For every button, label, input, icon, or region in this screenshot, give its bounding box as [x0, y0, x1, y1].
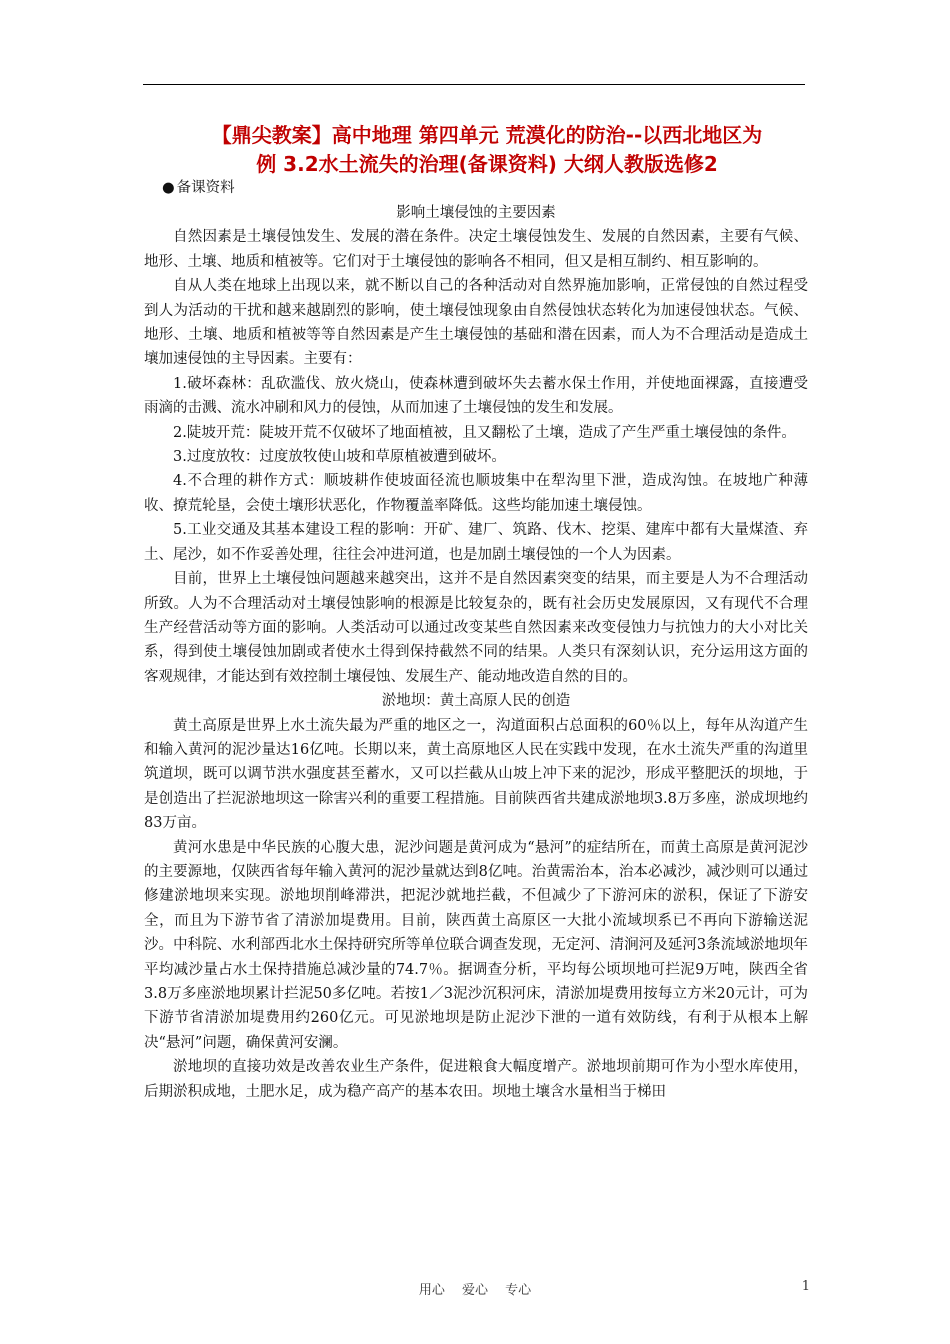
section-bullet: [162, 177, 235, 199]
section-heading-erosion-factors: 影响土壤侵蚀的主要因素: [396, 205, 556, 221]
paragraph: 黄河水患是中华民族的心腹大患，泥沙问题是黄河成为“悬河”的症结所在，而黄土高原是黄河泥沙的主要源地，仅陕西省每年输入黄河的泥沙量就达到8亿吨。治黄需治本，治本必减沙，减沙则可以通过修建淤地坝来实现。淤地坝削峰滞洪，把泥沙就地拦截，不但减少了下游河床的淤积，保证了下游安全，而且为下游节省了清淤加堤费用。目前，陕西黄土高原区一大批小流域坝系已不再向下游输送泥沙。中科院、水利部西北水土保持研究所等单位联合调查发现，无定河、清涧河及延河3条流域淤地坝年平均减沙量占水土保持措施总减沙量的74.7％。据调查分析，平均每公顷坝地可拦泥9万吨，陕西全省3.8万多座淤地坝累计拦泥50多亿吨。若按1／3泥沙沉积河床，清淤加堤费用按每立方米20元计，可为下游节省清淤加堤费用约260亿元。可见淤地坝是防止泥沙下泄的一道有效防线，有利于从根本上解决“悬河”问题，确保黄河安澜。: [144, 839, 808, 1051]
paragraph: 自然因素是土壤侵蚀发生、发展的潜在条件。决定土壤侵蚀发生、发展的自然因素，主要有气候、地形、土壤、地质和植被等。它们对于土壤侵蚀的影响各不相同，但又是相互制约、相互影响的。: [144, 229, 808, 270]
title-line-1: 【鼎尖教案】高中地理 第四单元 荒漠化的防治--以西北地区为: [211, 123, 763, 147]
bullet-dot-icon: ●: [162, 180, 175, 196]
paragraph: 目前，世界上土壤侵蚀问题越来越突出，这并不是自然因素突变的结果，而主要是人为不合理活动所致。人为不合理活动对土壤侵蚀影响的根源是比较复杂的，既有社会历史发展原因，又有现代不合理生产经营活动等方面的影响。人类活动可以通过改变某些自然因素来改变侵蚀力与抗蚀力的大小对比关系，得到使土壤侵蚀加剧或者使水土得到保持截然不同的结果。人类只有深刻认识，充分运用这方面的客观规律，才能达到有效控制土壤侵蚀、发展生产、能动地改造自然的目的。: [144, 571, 808, 685]
list-item-paragraph: 4.不合理的耕作方式：顺坡耕作使坡面径流也顺坡集中在犁沟里下泄，造成沟蚀。在坡地广种薄收、撩荒轮垦，会使土壤形状恶化，作物覆盖率降低。这些均能加速土壤侵蚀。: [144, 473, 808, 514]
bullet-label: 备课资料: [176, 180, 235, 196]
paragraph: 黄土高原是世界上水土流失最为严重的地区之一，沟道面积占总面积的60％以上，每年从沟道产生和输入黄河的泥沙量达16亿吨。长期以来，黄土高原地区人民在实践中发现，在水土流失严重的沟道里筑道坝，既可以调节洪水强度甚至蓄水，又可以拦截从山坡上冲下来的泥沙，形成平整肥沃的坝地，于是创造出了拦泥淤地坝这一除害兴利的重要工程措施。目前陕西省共建成淤地坝3.8万多座，淤成坝地约83万亩。: [144, 717, 808, 832]
list-item-paragraph: 3.过度放牧：过度放牧使山坡和草原植被遭到破坏。: [173, 449, 506, 466]
list-item-paragraph: 2.陡坡开荒：陡坡开荒不仅破坏了地面植被，且又翻松了土壤，造成了产生严重土壤侵蚀的条件。: [173, 424, 796, 441]
footer-motto: 用心 爱心 专心: [418, 1283, 532, 1298]
paragraph: 淤地坝的直接功效是改善农业生产条件，促进粮食大幅度增产。淤地坝前期可作为小型水库使用，后期淤积成地，土肥水足，成为稳产高产的基本农田。坝地土壤含水量相当于梯田: [144, 1059, 808, 1100]
list-item-paragraph: 1.破坏森林：乱砍滥伐、放火烧山，使森林遭到破坏失去蓄水保土作用，并使地面裸露，直接遭受雨滴的击溅、流水冲刷和风力的侵蚀，从而加速了土壤侵蚀的发生和发展。: [144, 375, 808, 417]
paragraph: 自从人类在地球上出现以来，就不断以自己的各种活动对自然界施加影响，正常侵蚀的自然过程受到人为活动的干扰和越来越剧烈的影响，使土壤侵蚀现象由自然侵蚀状态转化为加速侵蚀状态。气候、地形、土壤、地质和植被等等自然因素是产生土壤侵蚀的基础和潜在因素，而人为不合理活动是造成土壤加速侵蚀的主导因素。主要有：: [144, 278, 808, 368]
header-rule: [143, 84, 805, 85]
page-number: 1: [801, 1279, 810, 1294]
section-heading-check-dams: 淤地坝：黄土高原人民的创造: [381, 693, 571, 710]
list-item-paragraph: 5.工业交通及其基本建设工程的影响：开矿、建厂、筑路、伐木、挖渠、建库中都有大量煤渣、弃土、尾沙，如不作妥善处理，往往会冲进河道，也是加剧土壤侵蚀的一个人为因素。: [144, 522, 808, 563]
document-title: [162, 121, 812, 179]
page-footer: [0, 1279, 950, 1299]
document-body: [144, 201, 808, 1104]
title-line-2: 例 3.2水土流失的治理(备课资料) 大纲人教版选修2: [256, 152, 718, 176]
